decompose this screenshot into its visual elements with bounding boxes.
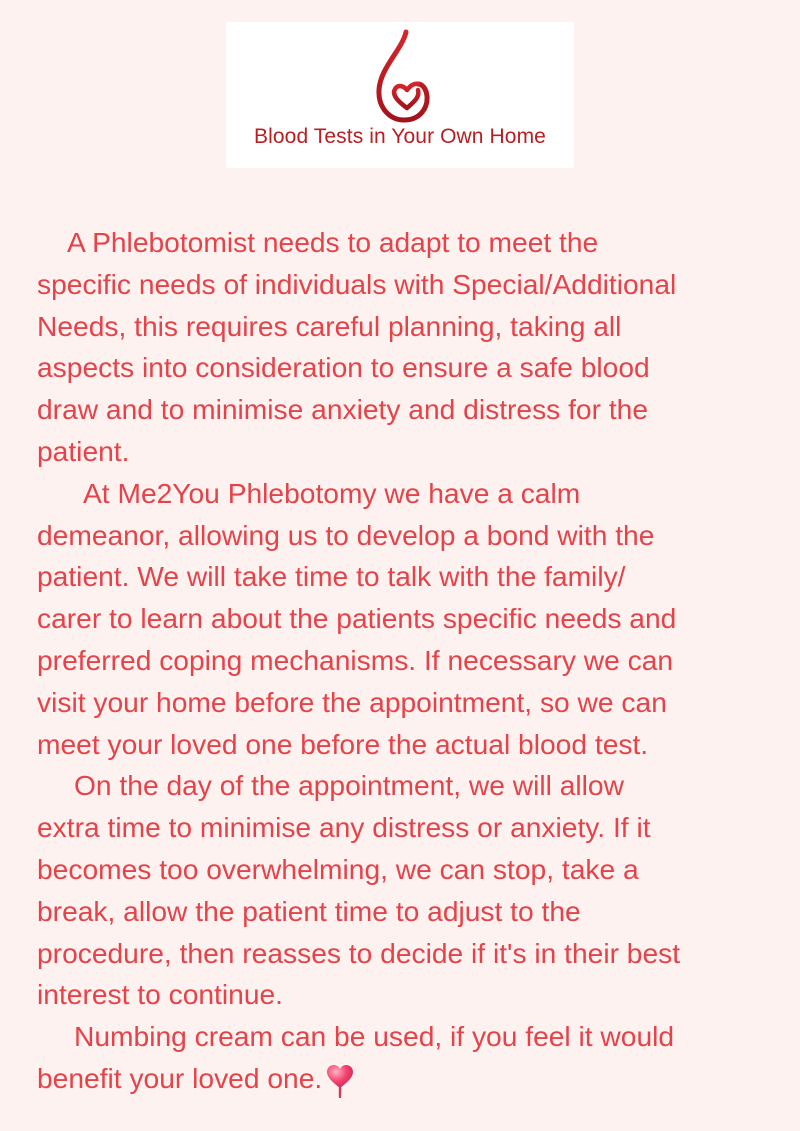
blood-drop-heart-icon (372, 28, 432, 134)
paragraph-phlebotomist-needs: A Phlebotomist needs to adapt to meet the specific needs of individuals with Special/Additional Needs, this requires careful planning, taking all aspects into consideration to ensure a safe blood draw and to minimise anxiety and distress for the patient. (37, 226, 677, 467)
logo-card (226, 22, 574, 168)
heart-pin-icon (326, 1064, 354, 1098)
logo-tagline: Blood Tests in Your Own Home (254, 125, 546, 148)
paragraph-numbing-cream (37, 1016, 787, 1100)
paragraph-calm-demeanor: At Me2You Phlebotomy we have a calm demeanor, allowing us to develop a bond with the patient. We will take time to talk with the family/ carer to learn about the patients specific needs and preferred coping mechanisms. If necessary we can visit your home before the appointment, so we can meet your loved one before the actual blood test. (37, 476, 677, 760)
numbing-cream-text: Numbing cream can be used, if you feel it would benefit your loved one. (37, 1020, 675, 1094)
paragraph-appointment-day: On the day of the appointment, we will allow extra time to minimise any distress or anxiety. If it becomes too overwhelming, we can stop, take a break, allow the patient time to adjust to the procedure, then reasses to decide if it's in their best interest to continue. (37, 769, 681, 1011)
article-body (37, 222, 787, 1100)
